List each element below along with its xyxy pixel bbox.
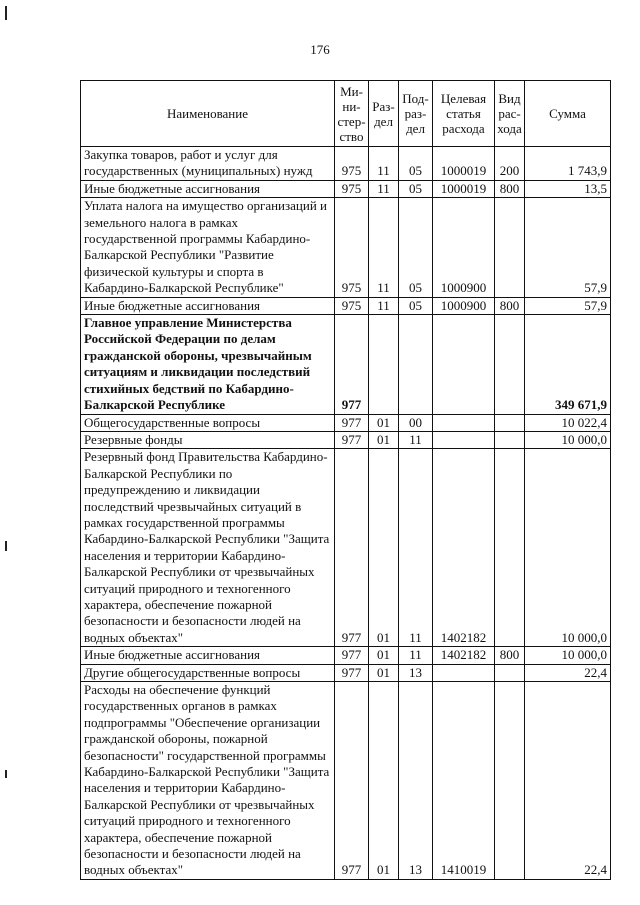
cell-expense-type: 800	[495, 647, 525, 664]
cell-name: Резервные фонды	[81, 431, 335, 448]
table-row	[81, 682, 611, 880]
cell-expense-type	[495, 664, 525, 681]
cell-amount: 22,4	[525, 682, 611, 880]
cell-subsection: 05	[399, 297, 433, 314]
cell-name: Расходы на обеспечение функций государственных органов в рамках подпрограммы "Обеспечение организации гражданской обороны, пожарной безопасности" государственной программы Кабардино-Балкарской Республики "Защита населения и территории Кабардино-Балкарской Республики от чрезвычайных ситуаций природного и техногенного характера, обеспечение пожарной безопасности и безопасности людей на водных объектах"	[81, 682, 335, 880]
table-row	[81, 414, 611, 431]
header-section: Раз- дел	[369, 81, 399, 147]
cell-expense-type	[495, 315, 525, 414]
cell-target: 1402182	[433, 449, 495, 647]
cell-subsection: 05	[399, 180, 433, 197]
cell-amount: 13,5	[525, 180, 611, 197]
cell-target: 1410019	[433, 682, 495, 880]
cell-name: Иные бюджетные ассигнования	[81, 647, 335, 664]
cell-ministry: 977	[335, 315, 369, 414]
table-row	[81, 297, 611, 314]
cell-amount: 10 022,4	[525, 414, 611, 431]
cell-expense-type: 800	[495, 180, 525, 197]
cell-target: 1000019	[433, 147, 495, 181]
cell-target	[433, 664, 495, 681]
scan-margin-mark	[5, 541, 7, 551]
scan-margin-mark	[5, 770, 7, 778]
table-row	[81, 431, 611, 448]
cell-section: 01	[369, 414, 399, 431]
table-row	[81, 664, 611, 681]
cell-section: 01	[369, 431, 399, 448]
cell-ministry: 977	[335, 414, 369, 431]
cell-subsection: 05	[399, 147, 433, 181]
cell-expense-type	[495, 682, 525, 880]
cell-target: 1000900	[433, 198, 495, 297]
cell-target: 1000900	[433, 297, 495, 314]
cell-name: Иные бюджетные ассигнования	[81, 297, 335, 314]
cell-name: Уплата налога на имущество организаций и земельного налога в рамках государственной программы Кабардино-Балкарской Республики "Развитие физической культуры и спорта в Кабардино-Балкарской Республике"	[81, 198, 335, 297]
cell-subsection: 11	[399, 647, 433, 664]
cell-name: Иные бюджетные ассигнования	[81, 180, 335, 197]
cell-subsection: 13	[399, 664, 433, 681]
cell-amount: 10 000,0	[525, 647, 611, 664]
header-subsection: Под- раз- дел	[399, 81, 433, 147]
header-ministry: Ми- ни- стер- ство	[335, 81, 369, 147]
cell-ministry: 977	[335, 664, 369, 681]
cell-name: Резервный фонд Правительства Кабардино-Балкарской Республики по предупреждению и ликвидации последствий чрезвычайных ситуаций в рамках государственной программы Кабардино-Балкарской Республики "Защита населения и территории Кабардино-Балкарской Республики от чрезвычайных ситуаций природного и техногенного характера, обеспечение пожарной безопасности и безопасности людей на водных объектах"	[81, 449, 335, 647]
cell-amount: 10 000,0	[525, 449, 611, 647]
cell-ministry: 975	[335, 180, 369, 197]
header-expense-type: Вид рас- хода	[495, 81, 525, 147]
table-row	[81, 147, 611, 181]
cell-section: 01	[369, 682, 399, 880]
table-row	[81, 198, 611, 297]
cell-amount: 10 000,0	[525, 431, 611, 448]
cell-amount: 57,9	[525, 297, 611, 314]
table-row	[81, 449, 611, 647]
cell-amount: 1 743,9	[525, 147, 611, 181]
cell-amount: 22,4	[525, 664, 611, 681]
cell-expense-type	[495, 431, 525, 448]
cell-name: Главное управление Министерства Российской Федерации по делам гражданской обороны, чрезвычайным ситуациям и ликвидации последствий стихийных бедствий по Кабардино-Балкарской Республике	[81, 315, 335, 414]
cell-subsection: 11	[399, 431, 433, 448]
cell-target: 1000019	[433, 180, 495, 197]
cell-ministry: 975	[335, 297, 369, 314]
page-number: 176	[310, 42, 330, 57]
cell-section: 01	[369, 647, 399, 664]
cell-section	[369, 315, 399, 414]
table-body	[81, 147, 611, 880]
cell-section: 11	[369, 180, 399, 197]
cell-subsection: 05	[399, 198, 433, 297]
cell-expense-type	[495, 449, 525, 647]
cell-section: 01	[369, 449, 399, 647]
cell-target	[433, 414, 495, 431]
cell-ministry: 975	[335, 147, 369, 181]
cell-expense-type	[495, 198, 525, 297]
cell-target	[433, 431, 495, 448]
cell-target: 1402182	[433, 647, 495, 664]
cell-name: Общегосударственные вопросы	[81, 414, 335, 431]
cell-subsection	[399, 315, 433, 414]
cell-name: Закупка товаров, работ и услуг для государственных (муниципальных) нужд	[81, 147, 335, 181]
cell-section: 11	[369, 147, 399, 181]
cell-ministry: 977	[335, 449, 369, 647]
cell-subsection: 11	[399, 449, 433, 647]
table-row	[81, 180, 611, 197]
cell-section: 11	[369, 297, 399, 314]
header-target: Целевая статья расхода	[433, 81, 495, 147]
cell-expense-type: 800	[495, 297, 525, 314]
cell-subsection: 00	[399, 414, 433, 431]
cell-amount: 57,9	[525, 198, 611, 297]
cell-subsection: 13	[399, 682, 433, 880]
cell-expense-type	[495, 414, 525, 431]
budget-table	[80, 80, 611, 880]
cell-ministry: 977	[335, 647, 369, 664]
cell-section: 01	[369, 664, 399, 681]
cell-amount: 349 671,9	[525, 315, 611, 414]
scan-margin-mark	[5, 6, 7, 20]
table-row	[81, 315, 611, 414]
cell-ministry: 977	[335, 682, 369, 880]
cell-name: Другие общегосударственные вопросы	[81, 664, 335, 681]
cell-section: 11	[369, 198, 399, 297]
header-name: Наименование	[81, 81, 335, 147]
cell-expense-type: 200	[495, 147, 525, 181]
table-row	[81, 647, 611, 664]
cell-ministry: 975	[335, 198, 369, 297]
table-header-row	[81, 81, 611, 147]
header-amount: Сумма	[525, 81, 611, 147]
cell-ministry: 977	[335, 431, 369, 448]
cell-target	[433, 315, 495, 414]
